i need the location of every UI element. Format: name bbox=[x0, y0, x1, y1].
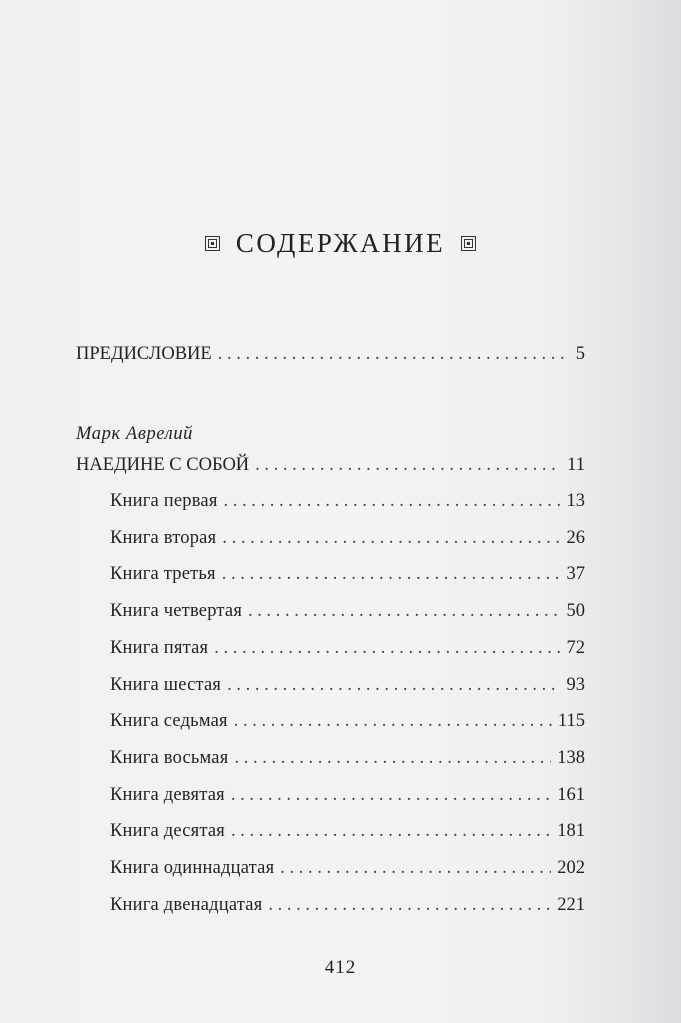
toc-entry-label: Книга пятая bbox=[110, 637, 209, 658]
toc-entry-page: 13 bbox=[566, 491, 585, 511]
toc-entry-label: Книга третья bbox=[110, 564, 216, 585]
ornament-right-icon bbox=[461, 236, 476, 251]
dot-leader bbox=[268, 895, 551, 916]
toc-entry-book bbox=[110, 491, 585, 512]
dot-leader bbox=[255, 455, 561, 476]
toc-entry-book bbox=[110, 785, 585, 806]
toc-entry-page: 115 bbox=[557, 711, 585, 732]
dot-leader bbox=[218, 344, 570, 365]
toc-entry-page: 26 bbox=[566, 527, 585, 548]
toc-entry-label: Книга седьмая bbox=[110, 711, 228, 732]
toc-entry-book bbox=[110, 601, 585, 622]
ornament-left-icon bbox=[205, 236, 220, 251]
toc-entry-book bbox=[110, 675, 585, 696]
toc-entry-book bbox=[110, 638, 585, 659]
toc-entry-label: Книга девятая bbox=[110, 784, 225, 805]
toc-entry-book bbox=[110, 821, 585, 842]
toc-entry-page: 37 bbox=[566, 564, 585, 585]
toc-entry-label: Книга шестая bbox=[110, 674, 222, 695]
toc-entry-preface bbox=[76, 344, 585, 365]
toc-entry-book bbox=[110, 748, 585, 769]
toc-entry-book bbox=[110, 858, 585, 879]
dot-leader bbox=[222, 528, 560, 549]
toc-entry-work bbox=[76, 455, 585, 476]
toc-entry-label: Книга одиннадцатая bbox=[110, 858, 275, 878]
toc-entry-label: Книга восьмая bbox=[110, 747, 229, 768]
contents-title: СОДЕРЖАНИЕ bbox=[235, 228, 446, 258]
page-number: 412 bbox=[324, 957, 357, 978]
dot-leader bbox=[231, 785, 551, 806]
toc-entry-page: 72 bbox=[566, 637, 585, 658]
toc-entry-page: 161 bbox=[557, 784, 585, 805]
dot-leader bbox=[280, 858, 551, 879]
toc-entry-page: 50 bbox=[566, 601, 585, 622]
dot-leader bbox=[248, 601, 560, 622]
toc-entry-label: Книга четвертая bbox=[110, 601, 243, 622]
dot-leader bbox=[234, 748, 551, 769]
toc-entry-label: Книга двенадцатая bbox=[110, 894, 263, 915]
author-name: Марк Аврелий bbox=[76, 424, 194, 444]
dot-leader bbox=[231, 821, 551, 842]
contents-heading-row bbox=[0, 228, 681, 259]
toc-entry-label: Книга вторая bbox=[110, 527, 217, 548]
toc-entry-label: НАЕДИНЕ С СОБОЙ bbox=[76, 455, 250, 475]
dot-leader bbox=[222, 564, 561, 585]
toc-entry-page: 181 bbox=[557, 821, 585, 842]
toc-entry-page: 11 bbox=[567, 455, 585, 475]
toc-entry-page: 138 bbox=[557, 747, 585, 768]
toc-entry-book bbox=[110, 564, 585, 585]
toc-entry-book bbox=[110, 895, 585, 916]
toc-entry-label: Книга десятая bbox=[110, 821, 226, 842]
toc-entry-label: ПРЕДИСЛОВИЕ bbox=[76, 344, 212, 364]
toc-entry-label: Книга первая bbox=[110, 491, 218, 511]
dot-leader bbox=[227, 675, 560, 696]
toc-entry-book bbox=[110, 711, 585, 732]
dot-leader bbox=[234, 711, 552, 732]
toc-entry-book bbox=[110, 528, 585, 549]
toc-entry-page: 93 bbox=[566, 674, 585, 695]
toc-entry-page: 202 bbox=[557, 858, 585, 878]
dot-leader bbox=[224, 491, 561, 512]
toc-entry-page: 221 bbox=[557, 894, 585, 915]
toc-entry-page: 5 bbox=[575, 344, 585, 364]
dot-leader bbox=[214, 638, 560, 659]
